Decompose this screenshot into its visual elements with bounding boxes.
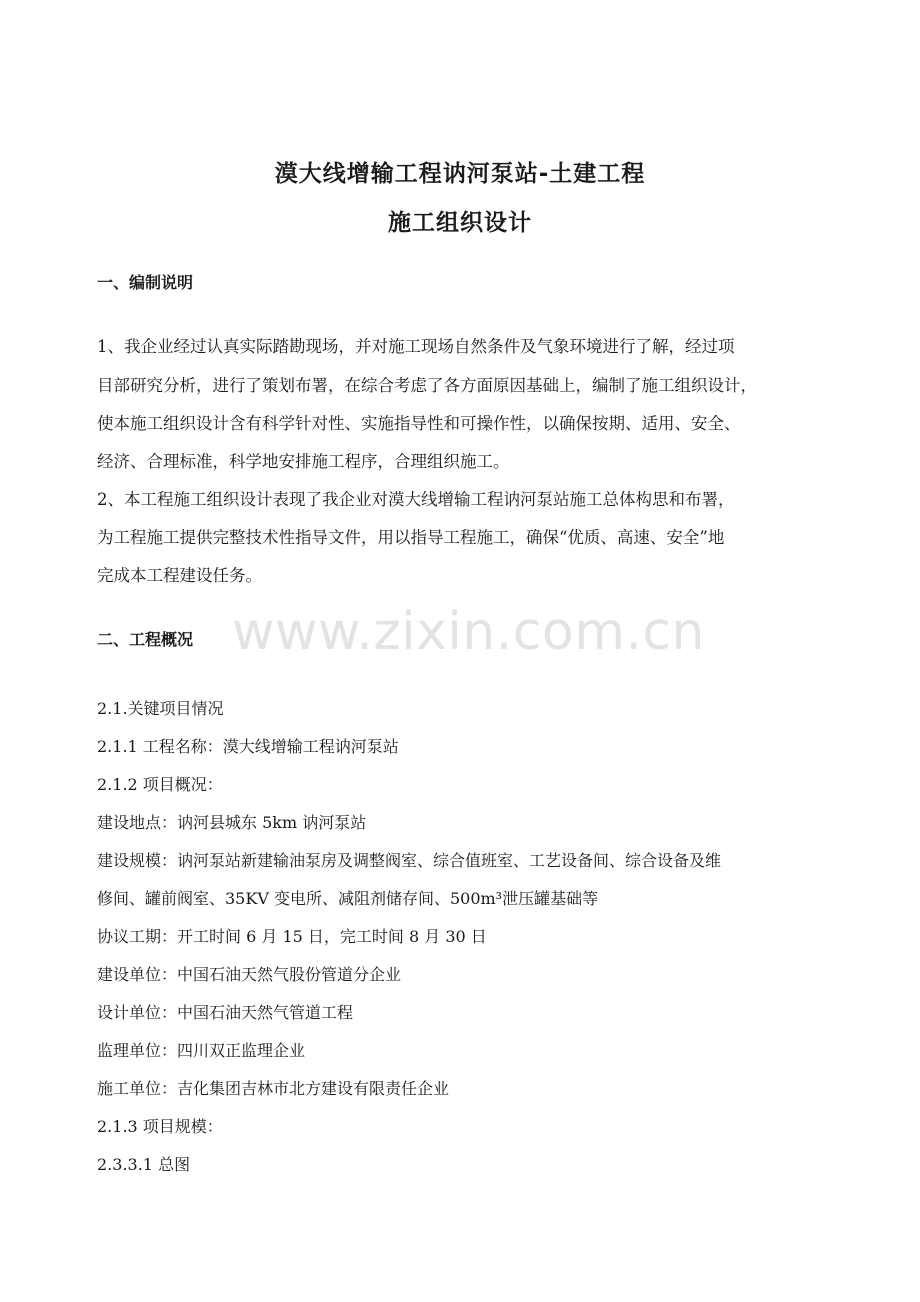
document-title-line2: 施工组织设计	[388, 210, 532, 236]
overview-line: 建设单位：中国石油天然气股份管道分企业	[97, 965, 402, 984]
overview-line: 2.1.3 项目规模：	[97, 1117, 223, 1136]
overview-line: 2.1.2 项目概况：	[97, 775, 223, 794]
paragraph-line: 1、我企业经过认真实际踏勘现场，并对施工现场自然条件及气象环境进行了解，经过项	[97, 337, 735, 356]
overview-line: 监理单位：四川双正监理企业	[97, 1041, 306, 1060]
overview-line: 建设规模：讷河泵站新建输油泵房及调整阀室、综合值班室、工艺设备间、综合设备及维	[97, 851, 722, 870]
paragraph-line: 使本施工组织设计含有科学针对性、实施指导性和可操作性，以确保按期、适用、安全、	[97, 414, 741, 433]
overview-line: 建设地点：讷河县城东 5km 讷河泵站	[97, 813, 367, 832]
paragraph-line: 为工程施工提供完整技术性指导文件，用以指导工程施工，确保“优质、高速、安全”地	[97, 528, 725, 547]
overview-line: 协议工期：开工时间 6 月 15 日，完工时间 8 月 30 日	[97, 927, 487, 946]
overview-line: 设计单位：中国石油天然气管道工程	[97, 1003, 354, 1022]
document-title-line1: 漠大线增输工程讷河泵站-土建工程	[274, 161, 646, 187]
paragraph-line: 完成本工程建设任务。	[97, 566, 262, 585]
paragraph-line: 目部研究分析，进行了策划布署，在综合考虑了各方面原因基础上，编制了施工组织设计，	[97, 376, 757, 395]
overview-line: 2.1.关键项目情况	[97, 699, 224, 718]
overview-line: 2.1.1 工程名称：漠大线增输工程讷河泵站	[97, 737, 399, 756]
overview-line: 2.3.3.1 总图	[97, 1155, 191, 1174]
section-heading-compilation-notes: 一、编制说明	[97, 273, 194, 292]
section-heading-project-overview: 二、工程概况	[97, 630, 194, 649]
watermark-text: www.zixin.com.cn	[232, 602, 705, 662]
paragraph-line: 经济、合理标准，科学地安排施工程序，合理组织施工。	[97, 452, 510, 471]
overview-line: 施工单位：吉化集团吉林市北方建设有限责任企业	[97, 1079, 450, 1098]
overview-line: 修间、罐前阀室、35KV 变电所、减阻剂储存间、500m³泄压罐基础等	[97, 889, 599, 908]
paragraph-line: 2、本工程施工组织设计表现了我企业对漠大线增输工程讷河泵站施工总体构思和布署，	[97, 490, 735, 509]
